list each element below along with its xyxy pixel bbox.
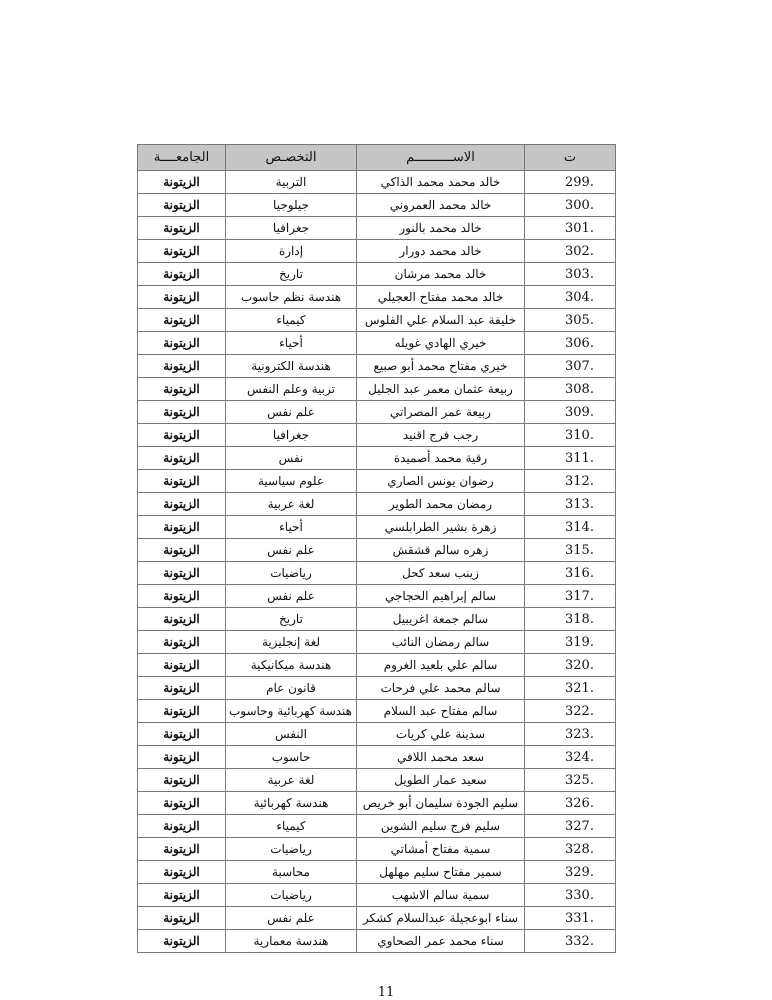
row-name: خالد محمد مفتاح العجيلي <box>357 286 525 309</box>
table-header-row <box>138 145 616 171</box>
table-row <box>138 355 616 378</box>
row-specialization: قانون عام <box>226 677 357 700</box>
row-university: الزيتونة <box>138 332 226 355</box>
table-row <box>138 608 616 631</box>
table-row <box>138 677 616 700</box>
row-university: الزيتونة <box>138 240 226 263</box>
row-name: سالم محمد علي فرحات <box>357 677 525 700</box>
row-specialization: هندسة كهربائية <box>226 792 357 815</box>
table-row <box>138 194 616 217</box>
table-row <box>138 263 616 286</box>
row-number: 305. <box>525 309 616 332</box>
row-number: 323. <box>525 723 616 746</box>
row-name: خليفة عبد السلام علي الفلوس <box>357 309 525 332</box>
row-number: 332. <box>525 930 616 953</box>
table-row <box>138 539 616 562</box>
row-number: 330. <box>525 884 616 907</box>
row-specialization: التربية <box>226 171 357 194</box>
table-row <box>138 516 616 539</box>
row-specialization: أحياء <box>226 516 357 539</box>
row-number: 329. <box>525 861 616 884</box>
table-row <box>138 838 616 861</box>
table-row <box>138 907 616 930</box>
row-name: خالد محمد محمد الذاكي <box>357 171 525 194</box>
row-university: الزيتونة <box>138 286 226 309</box>
table-row <box>138 654 616 677</box>
row-university: الزيتونة <box>138 907 226 930</box>
row-university: الزيتونة <box>138 493 226 516</box>
row-number: 303. <box>525 263 616 286</box>
row-number: 327. <box>525 815 616 838</box>
table-row <box>138 217 616 240</box>
header-name: الاســــــــــم <box>357 145 525 171</box>
row-number: 310. <box>525 424 616 447</box>
row-specialization: رياضيات <box>226 884 357 907</box>
row-university: الزيتونة <box>138 769 226 792</box>
table-row <box>138 240 616 263</box>
header-university: الجامعــــة <box>138 145 226 171</box>
row-name: سالم رمضان النائب <box>357 631 525 654</box>
row-specialization: رياضيات <box>226 562 357 585</box>
row-name: سناء ابوعجيلة عبدالسلام كشكر <box>357 907 525 930</box>
participants-table <box>137 144 616 953</box>
row-number: 325. <box>525 769 616 792</box>
row-number: 331. <box>525 907 616 930</box>
row-name: رمضان محمد الطوير <box>357 493 525 516</box>
row-specialization: علم نفس <box>226 539 357 562</box>
row-university: الزيتونة <box>138 723 226 746</box>
row-university: الزيتونة <box>138 654 226 677</box>
table-row <box>138 723 616 746</box>
row-name: سناء محمد عمر الصحاوي <box>357 930 525 953</box>
row-name: ربيعة عثمان معمر عبد الجليل <box>357 378 525 401</box>
row-name: سمير مفتاح سليم مهلهل <box>357 861 525 884</box>
row-specialization: هندسة كهربائية وحاسوب <box>226 700 357 723</box>
row-specialization: علم نفس <box>226 585 357 608</box>
row-university: الزيتونة <box>138 700 226 723</box>
row-number: 304. <box>525 286 616 309</box>
row-name: سمية سالم الاشهب <box>357 884 525 907</box>
row-specialization: تاريخ <box>226 263 357 286</box>
row-number: 312. <box>525 470 616 493</box>
row-number: 306. <box>525 332 616 355</box>
row-university: الزيتونة <box>138 562 226 585</box>
row-university: الزيتونة <box>138 401 226 424</box>
row-university: الزيتونة <box>138 631 226 654</box>
row-university: الزيتونة <box>138 608 226 631</box>
row-number: 308. <box>525 378 616 401</box>
row-university: الزيتونة <box>138 585 226 608</box>
row-number: 326. <box>525 792 616 815</box>
table-row <box>138 769 616 792</box>
row-university: الزيتونة <box>138 355 226 378</box>
row-university: الزيتونة <box>138 263 226 286</box>
row-name: سالم علي بلعيد الغروم <box>357 654 525 677</box>
row-number: 302. <box>525 240 616 263</box>
row-specialization: علم نفس <box>226 401 357 424</box>
header-number: ت <box>525 145 616 171</box>
row-university: الزيتونة <box>138 861 226 884</box>
table-row <box>138 562 616 585</box>
row-name: خالد محمد بالنور <box>357 217 525 240</box>
row-name: سمية مفتاح أمشاتي <box>357 838 525 861</box>
row-name: سالم مفتاح عبد السلام <box>357 700 525 723</box>
row-name: خالد محمد العمروني <box>357 194 525 217</box>
row-university: الزيتونة <box>138 815 226 838</box>
row-number: 317. <box>525 585 616 608</box>
row-specialization: النفس <box>226 723 357 746</box>
row-name: زهرة بشير الطرابلسي <box>357 516 525 539</box>
row-name: سعيد عمار الطويل <box>357 769 525 792</box>
row-number: 301. <box>525 217 616 240</box>
row-number: 300. <box>525 194 616 217</box>
row-name: سليم فرج سليم الشوين <box>357 815 525 838</box>
table-row <box>138 792 616 815</box>
row-number: 316. <box>525 562 616 585</box>
row-university: الزيتونة <box>138 309 226 332</box>
table-row <box>138 286 616 309</box>
table-row <box>138 171 616 194</box>
row-specialization: محاسبة <box>226 861 357 884</box>
row-university: الزيتونة <box>138 677 226 700</box>
table-row <box>138 861 616 884</box>
table-row <box>138 930 616 953</box>
row-name: رجب فرج اقنيد <box>357 424 525 447</box>
row-specialization: رياضيات <box>226 838 357 861</box>
participants-table-wrapper <box>137 144 615 953</box>
row-university: الزيتونة <box>138 470 226 493</box>
table-row <box>138 447 616 470</box>
row-university: الزيتونة <box>138 378 226 401</box>
row-number: 319. <box>525 631 616 654</box>
table-row <box>138 585 616 608</box>
page-number: 11 <box>377 985 395 1000</box>
row-specialization: هندسة نظم حاسوب <box>226 286 357 309</box>
row-specialization: لغة عربية <box>226 493 357 516</box>
row-university: الزيتونة <box>138 516 226 539</box>
row-specialization: جغرافيا <box>226 424 357 447</box>
row-university: الزيتونة <box>138 539 226 562</box>
row-number: 299. <box>525 171 616 194</box>
row-name: سدينة علي كريات <box>357 723 525 746</box>
table-body <box>138 171 616 953</box>
row-university: الزيتونة <box>138 194 226 217</box>
row-name: سعد محمد اللافي <box>357 746 525 769</box>
row-specialization: جغرافيا <box>226 217 357 240</box>
table-row <box>138 424 616 447</box>
row-name: سليم الجودة سليمان أبو خريص <box>357 792 525 815</box>
row-number: 313. <box>525 493 616 516</box>
row-specialization: لغة إنجليزية <box>226 631 357 654</box>
table-row <box>138 401 616 424</box>
row-number: 321. <box>525 677 616 700</box>
row-number: 307. <box>525 355 616 378</box>
row-name: رضوان يونس الصاري <box>357 470 525 493</box>
row-number: 318. <box>525 608 616 631</box>
row-specialization: إدارة <box>226 240 357 263</box>
row-university: الزيتونة <box>138 217 226 240</box>
row-name: خيري الهادي غويله <box>357 332 525 355</box>
row-specialization: كيمياء <box>226 309 357 332</box>
table-row <box>138 884 616 907</box>
row-university: الزيتونة <box>138 746 226 769</box>
row-specialization: هندسة ميكانيكية <box>226 654 357 677</box>
table-row <box>138 631 616 654</box>
header-specialization: التخصـص <box>226 145 357 171</box>
row-university: الزيتونة <box>138 424 226 447</box>
table-row <box>138 700 616 723</box>
row-specialization: تاريخ <box>226 608 357 631</box>
row-name: زينب سعد كحل <box>357 562 525 585</box>
table-row <box>138 815 616 838</box>
table-row <box>138 309 616 332</box>
table-row <box>138 470 616 493</box>
row-name: خيري مفتاح محمد أبو صبيع <box>357 355 525 378</box>
row-name: سالم جمعة اغريبيل <box>357 608 525 631</box>
row-specialization: علم نفس <box>226 907 357 930</box>
row-number: 322. <box>525 700 616 723</box>
row-number: 314. <box>525 516 616 539</box>
row-specialization: هندسة الكترونية <box>226 355 357 378</box>
row-name: سالم إبراهيم الحجاجي <box>357 585 525 608</box>
row-specialization: هندسة معمارية <box>226 930 357 953</box>
row-university: الزيتونة <box>138 792 226 815</box>
row-number: 324. <box>525 746 616 769</box>
row-specialization: جيلوجيا <box>226 194 357 217</box>
row-number: 311. <box>525 447 616 470</box>
row-university: الزيتونة <box>138 884 226 907</box>
row-specialization: كيمياء <box>226 815 357 838</box>
row-university: الزيتونة <box>138 930 226 953</box>
table-row <box>138 332 616 355</box>
row-specialization: تربية وعلم النفس <box>226 378 357 401</box>
row-university: الزيتونة <box>138 838 226 861</box>
row-number: 309. <box>525 401 616 424</box>
row-name: خالد محمد مرشان <box>357 263 525 286</box>
row-specialization: لغة عربية <box>226 769 357 792</box>
row-number: 320. <box>525 654 616 677</box>
table-row <box>138 378 616 401</box>
row-specialization: أحياء <box>226 332 357 355</box>
row-name: ربيعة عمر المصراتي <box>357 401 525 424</box>
table-row <box>138 746 616 769</box>
row-name: خالد محمد دورار <box>357 240 525 263</box>
row-specialization: نفس <box>226 447 357 470</box>
row-specialization: علوم سياسية <box>226 470 357 493</box>
row-specialization: حاسوب <box>226 746 357 769</box>
row-name: رقية محمد أصميدة <box>357 447 525 470</box>
row-number: 328. <box>525 838 616 861</box>
row-university: الزيتونة <box>138 171 226 194</box>
row-university: الزيتونة <box>138 447 226 470</box>
table-row <box>138 493 616 516</box>
row-number: 315. <box>525 539 616 562</box>
row-name: زهره سالم قشقش <box>357 539 525 562</box>
